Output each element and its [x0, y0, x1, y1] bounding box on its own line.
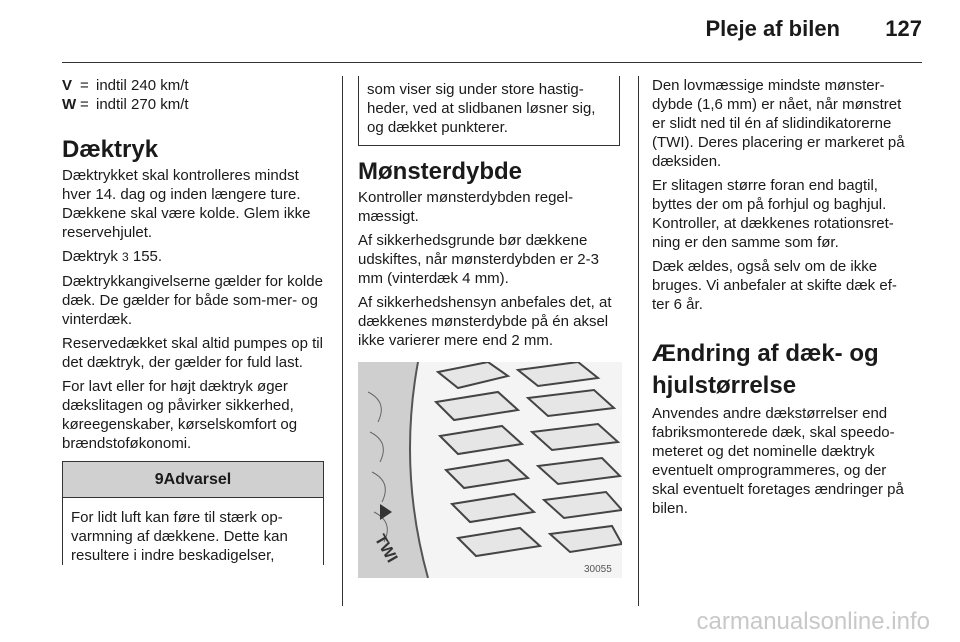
speed-eq: = [80, 77, 89, 94]
paragraph: Kontroller mønsterdybden regel-mæssigt. [358, 189, 574, 225]
paragraph: Reservedækket skal altid pumpes op til det dæktryk, der gælder for fuld last. [62, 335, 323, 371]
section-heading-daektryk: Dæktryk [62, 136, 159, 163]
speed-eq: = [80, 96, 89, 113]
speed-text: indtil 270 km/t [96, 96, 189, 113]
tire-tread-image [358, 362, 622, 578]
column-2 [358, 76, 620, 578]
reference-arrow-icon: 3 [122, 250, 129, 264]
warning-header [63, 462, 323, 498]
paragraph: Af sikkerhedsgrunde bør dækkene udskiftes, når mønsterdybden er 2-3 mm (vinterdæk 4 mm). [358, 232, 599, 287]
paragraph: Dæktrykket skal kontrolleres mindst hver 14. dag og inden længere ture. Dækkene skal være kolde. Glem ikke reservehjulet. [62, 167, 311, 241]
warning-title: Advarsel [163, 471, 232, 488]
section-heading-monsterdybde: Mønsterdybde [358, 158, 523, 185]
paragraph: Den lovmæssige mindste mønster-dybde (1,6 mm) er nået, når mønstret er slidt ned til én af slidindikatorerne (TWI). Deres placering er markeret på dæksiden. [652, 77, 905, 170]
pressure-reference[interactable] [62, 247, 324, 267]
reference-label: Dæktryk [62, 248, 118, 265]
speed-key: V [62, 77, 73, 94]
speed-row-v [62, 76, 324, 95]
warning-continuation-box: som viser sig under store hastig-heder, ved at slidbanen løsner sig, og dækket punkterer. [358, 76, 620, 146]
speed-key: W [62, 96, 77, 113]
image-code: 30055 [584, 564, 612, 575]
section-heading-aendring: Ændring af dæk- og hjulstørrelse [652, 340, 879, 399]
column-1 [62, 76, 324, 565]
paragraph: Af sikkerhedshensyn anbefales det, at dækkenes mønsterdybde på én aksel ikke varierer mere end 2 mm. [358, 294, 612, 349]
speed-row-w [62, 95, 324, 114]
warning-triangle-icon: 9 [154, 471, 164, 488]
paragraph: Er slitagen større foran end bagtil, byttes der om på forhjul og baghjul. Kontroller, at dækkenes rotationsret-ning er den samme som før. [652, 177, 894, 251]
column-divider-2 [638, 76, 639, 606]
watermark: carmanualsonline.info [696, 608, 930, 635]
header-divider [62, 62, 922, 63]
column-3 [652, 76, 914, 523]
warning-text: For lidt luft kan føre til stærk op-varmning af dækkene. Dette kan resultere i indre beskadigelser, [71, 509, 288, 564]
reference-page: 155. [132, 248, 163, 265]
page-title: Pleje af bilen [705, 16, 840, 41]
paragraph: Dæktrykkangivelserne gælder for kolde dæk. De gælder for både som-mer- og vinterdæk. [62, 273, 323, 328]
twi-label: TWI [370, 531, 401, 566]
paragraph: Dæk ældes, også selv om de ikke bruges. Vi anbefaler at skifte dæk ef-ter 6 år. [652, 258, 897, 313]
paragraph: Anvendes andre dækstørrelser end fabriksmonterede dæk, skal speedo-meteret og det nominelle dæktryk eventuelt omprogrammeres, og der skal eventuelt foretages ændringer på bilen. [652, 405, 904, 517]
page-number: 127 [885, 16, 922, 41]
paragraph: For lavt eller for højt dæktryk øger dækslitagen og påvirker sikkerhed, køreegenskaber, kørselskomfort og brændstoføkonomi. [62, 378, 298, 452]
warning-box [62, 461, 324, 565]
column-divider-1 [342, 76, 343, 606]
speed-text: indtil 240 km/t [96, 77, 189, 94]
